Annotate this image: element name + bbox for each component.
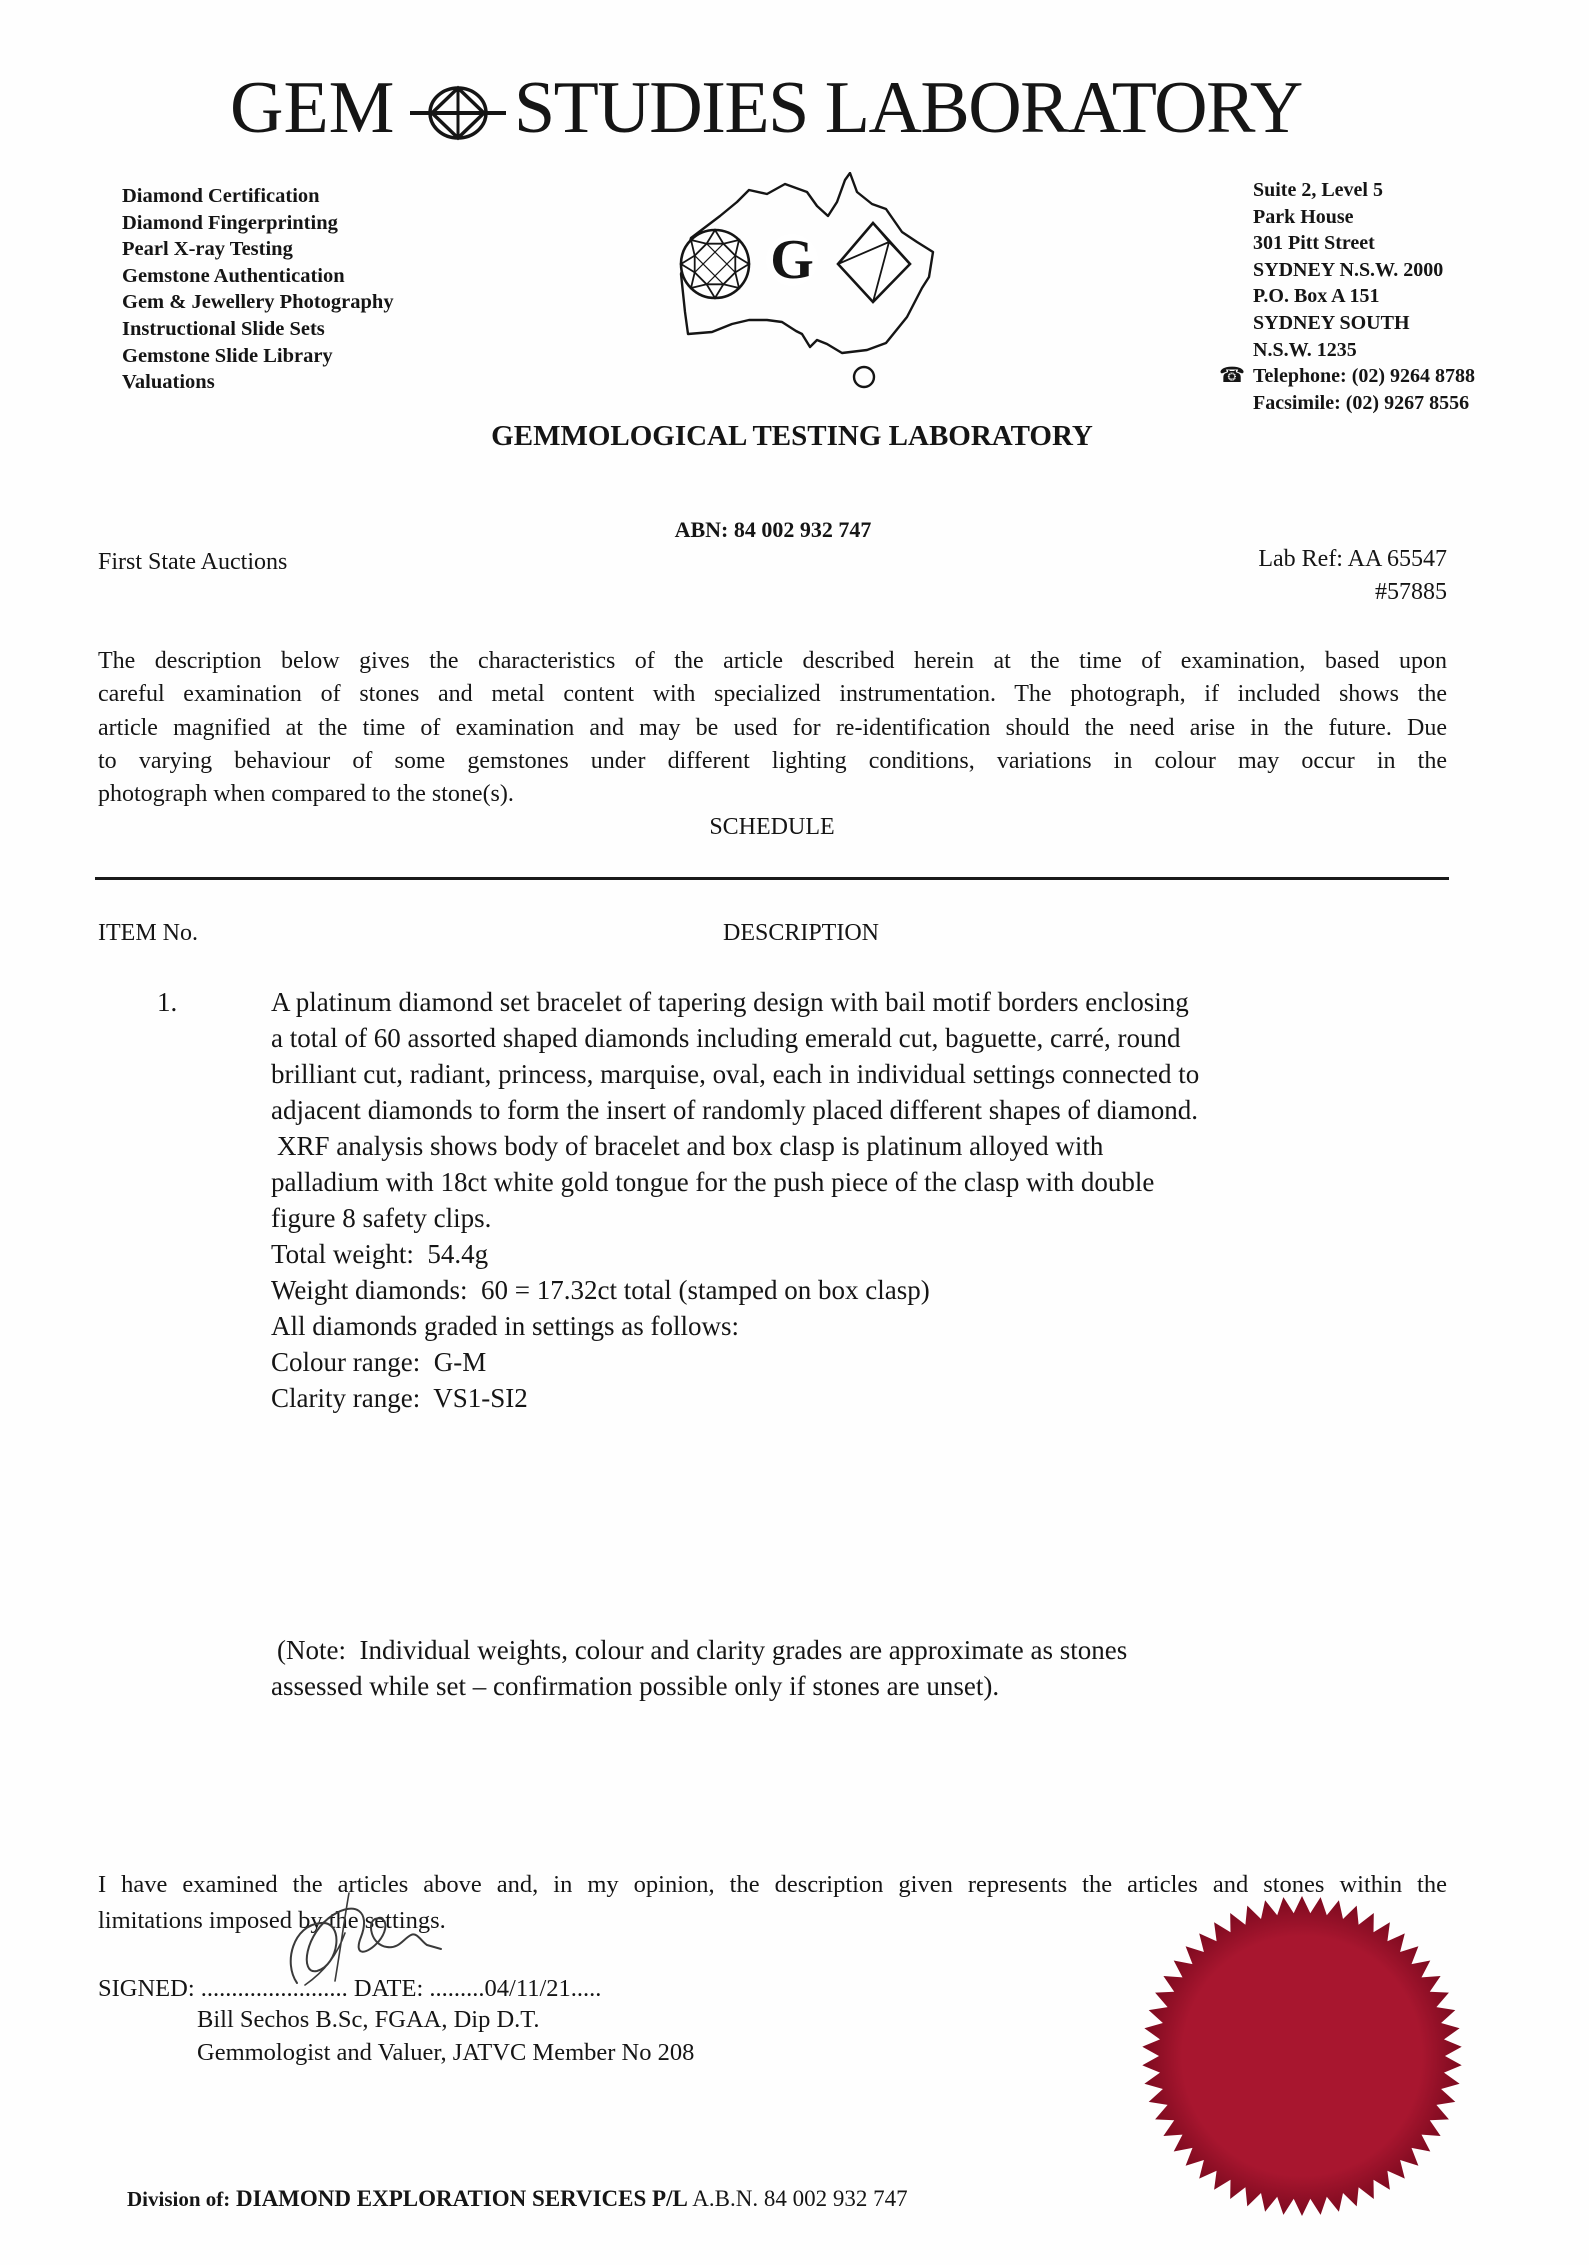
description-line: palladium with 18ct white gold tongue for the push piece of the clasp with double	[271, 1167, 1155, 1197]
paragraph-line: article magnified at the time of examination and may be used for re-identification should the need arise in the future. Due	[98, 714, 1447, 741]
lab-reference-number: #57885	[1375, 579, 1447, 605]
description-line: a total of 60 assorted shaped diamonds including emerald cut, baguette, carré, round	[271, 1023, 1181, 1053]
divider-rule	[95, 877, 1449, 880]
footer	[127, 2184, 908, 2214]
lab-name-left: GEM	[230, 67, 395, 149]
logo-letter: G	[770, 229, 814, 291]
description-line: adjacent diamonds to form the insert of randomly placed different shapes of diamond.	[271, 1095, 1198, 1125]
division-abn: A.B.N. 84 002 932 747	[692, 2186, 908, 2211]
service-item: Diamond Certification	[122, 185, 320, 207]
description-line: All diamonds graded in settings as follows:	[271, 1311, 739, 1341]
service-item: Instructional Slide Sets	[122, 317, 325, 340]
clarity-range: Clarity range: VS1-SI2	[271, 1383, 528, 1413]
service-item: Gem & Jewellery Photography	[122, 291, 394, 314]
address-line: SYDNEY N.S.W. 2000	[1253, 258, 1444, 281]
note-line: (Note: Individual weights, colour and clarity grades are approximate as stones	[277, 1635, 1128, 1665]
intro-paragraph	[98, 645, 1447, 811]
item-number-header: ITEM No.	[98, 920, 198, 946]
service-item: Pearl X-ray Testing	[122, 238, 293, 261]
division-company: DIAMOND EXPLORATION SERVICES P/L	[236, 2186, 688, 2211]
service-item: Gemstone Slide Library	[122, 344, 333, 367]
services-list	[122, 183, 394, 396]
note-block	[271, 1632, 1127, 1704]
address-line: Park House	[1253, 205, 1354, 228]
australia-map-logo	[677, 172, 939, 394]
paragraph-line: to varying behaviour of some gemstones under different lighting conditions, variations in colour may occur in the	[98, 747, 1447, 774]
colour-range: Colour range: G-M	[271, 1347, 487, 1377]
item-number: 1.	[157, 987, 178, 1017]
service-item: Valuations	[122, 371, 215, 394]
lab-name-right: STUDIES LABORATORY	[514, 67, 1302, 149]
signed-date-line: SIGNED: ........................ DATE: .........04/11/21.....	[98, 1975, 602, 2002]
address-line: SYDNEY SOUTH	[1253, 311, 1410, 334]
certification-line: limitations imposed by the settings.	[98, 1907, 446, 1934]
signatory-name: Bill Sechos B.Sc, FGAA, Dip D.T.	[197, 2006, 540, 2033]
division-label: Division of:	[127, 2187, 231, 2211]
address-block	[1253, 177, 1475, 416]
lab-subtitle: GEMMOLOGICAL TESTING LABORATORY	[491, 420, 1093, 452]
facsimile-number: Facsimile: (02) 9267 8556	[1253, 391, 1470, 414]
schedule-heading: SCHEDULE	[709, 814, 835, 840]
description-line: figure 8 safety clips.	[271, 1203, 492, 1233]
diamond-weight: Weight diamonds: 60 = 17.32ct total (stamped on box clasp)	[271, 1275, 930, 1305]
red-wax-seal	[1140, 1894, 1464, 2218]
description-line: XRF analysis shows body of bracelet and box clasp is platinum alloyed with	[277, 1131, 1104, 1161]
certification-line: I have examined the articles above and, in my opinion, the description given represents the articles and stones within the	[98, 1871, 1447, 1898]
lab-reference: Lab Ref: AA 65547	[1258, 546, 1447, 572]
description-line: A platinum diamond set bracelet of tapering design with bail motif borders enclosing	[271, 987, 1189, 1017]
service-item: Gemstone Authentication	[122, 264, 345, 287]
address-line: P.O. Box A 151	[1253, 285, 1380, 308]
address-line: N.S.W. 1235	[1253, 338, 1357, 361]
signatory-title: Gemmologist and Valuer, JATVC Member No 208	[197, 2039, 695, 2066]
telephone-number: Telephone: (02) 9264 8788	[1253, 365, 1476, 388]
paragraph-line: photograph when compared to the stone(s).	[98, 781, 514, 808]
description-line: brilliant cut, radiant, princess, marquise, oval, each in individual settings connected to	[271, 1059, 1200, 1089]
note-line: assessed while set – confirmation possible only if stones are unset).	[271, 1671, 1000, 1701]
service-item: Diamond Fingerprinting	[122, 211, 338, 234]
description-header: DESCRIPTION	[722, 920, 879, 946]
paragraph-line: careful examination of stones and metal content with specialized instrumentation. The photograph, if included shows the	[98, 681, 1447, 708]
item-description	[271, 984, 1199, 1416]
total-weight: Total weight: 54.4g	[271, 1239, 489, 1269]
address-line: Suite 2, Level 5	[1253, 179, 1383, 201]
address-line: 301 Pitt Street	[1253, 232, 1375, 255]
abn-number: ABN: 84 002 932 747	[674, 517, 872, 542]
gem-logo-icon	[408, 85, 508, 141]
client-name: First State Auctions	[98, 549, 288, 575]
paragraph-line: The description below gives the characteristics of the article described herein at the time of examination, based upon	[98, 648, 1447, 674]
telephone-icon: ☎	[1219, 363, 1246, 387]
